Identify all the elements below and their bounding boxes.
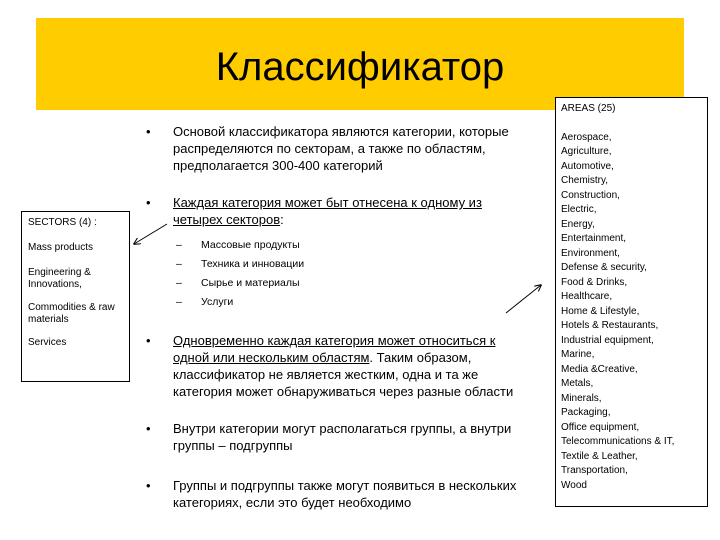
sub-marker: –	[176, 277, 182, 289]
bullet-list	[146, 123, 526, 511]
sub-item-text: Сырье и материалы	[201, 277, 300, 289]
area-item: Office equipment,	[561, 421, 640, 433]
area-item: Energy,	[561, 218, 595, 230]
area-item: Transportation,	[561, 465, 628, 476]
sector-item: Engineering & Innovations,	[28, 267, 91, 290]
slide-title: Классификатор	[215, 45, 505, 89]
area-item: Metals,	[561, 378, 594, 389]
bullet-underlined-text: Каждая категория может быт отнесена к одному из четырех секторов	[173, 195, 482, 227]
sub-item	[173, 257, 526, 271]
bullet-item	[146, 332, 526, 400]
bullet-text: Основой классификатора являются категории, которые распределяются по секторам, а также по областям, предполагается 300-400 категорий	[173, 124, 509, 173]
area-item: Food & Drinks,	[561, 276, 628, 288]
area-item: Agriculture,	[561, 146, 612, 157]
bullet-text: :	[280, 212, 284, 227]
bullet-text: Внутри категории могут располагаться группы, а внутри группы – подгруппы	[173, 421, 512, 453]
area-item: Hotels & Restaurants,	[561, 320, 659, 331]
area-item: Media &Creative,	[561, 363, 638, 375]
sector-item: Mass products	[28, 242, 94, 253]
area-item: Textile & Leather,	[561, 450, 638, 462]
area-item: Minerals,	[561, 392, 602, 404]
sector-item: Services	[28, 337, 67, 348]
sub-item	[173, 238, 526, 252]
sub-item-text: Массовые продукты	[201, 239, 300, 251]
sub-marker: –	[176, 296, 182, 308]
area-item: Environment,	[561, 247, 620, 259]
area-item: Construction,	[561, 189, 620, 201]
area-item: Packaging,	[561, 407, 611, 418]
area-item: Industrial equipment,	[561, 334, 654, 346]
bullet-item	[146, 420, 526, 454]
areas-title: AREAS (25)	[561, 103, 616, 114]
sub-item-text: Услуги	[201, 296, 234, 308]
bullet-text: . Таким образом, классификатор не является жестким, одна и та же категория может обнаруживаться через разные области	[173, 350, 514, 399]
area-item: Aerospace,	[561, 131, 612, 143]
bullet-item	[146, 123, 526, 174]
area-item: Defense & security,	[561, 262, 647, 273]
area-item: Chemistry,	[561, 175, 609, 186]
bullet-item	[146, 477, 526, 511]
area-item: Electric,	[561, 204, 597, 215]
area-item: Wood	[561, 479, 587, 491]
sub-marker: –	[176, 258, 182, 270]
area-item: Healthcare,	[561, 291, 613, 302]
sectors-box	[21, 211, 130, 382]
bullet-item	[146, 194, 526, 309]
sub-list	[173, 238, 526, 309]
bullet-text: Группы и подгруппы также могут появиться в нескольких категориях, если это будет необходимо	[173, 478, 517, 510]
area-item: Entertainment,	[561, 233, 627, 244]
bullet-marker: •	[146, 124, 151, 139]
sub-item-text: Техника и инновации	[201, 258, 305, 270]
area-item: Home & Lifestyle,	[561, 305, 640, 317]
sub-item	[173, 276, 526, 290]
bullet-marker: •	[146, 195, 151, 210]
bullet-underlined-text: Одновременно каждая категория может относиться к одной или нескольким областям	[173, 333, 496, 365]
sectors-title: SECTORS (4) :	[28, 217, 97, 228]
bullet-marker: •	[146, 478, 151, 493]
area-item: Marine,	[561, 349, 595, 360]
sub-item	[173, 295, 526, 309]
bullet-marker: •	[146, 333, 151, 348]
sector-item: Commodities & raw materials	[28, 302, 115, 325]
bullet-marker: •	[146, 421, 151, 436]
sub-marker: –	[176, 239, 182, 251]
areas-box	[555, 97, 708, 507]
area-item: Automotive,	[561, 160, 614, 172]
area-item: Telecommunications & IT,	[561, 436, 675, 447]
